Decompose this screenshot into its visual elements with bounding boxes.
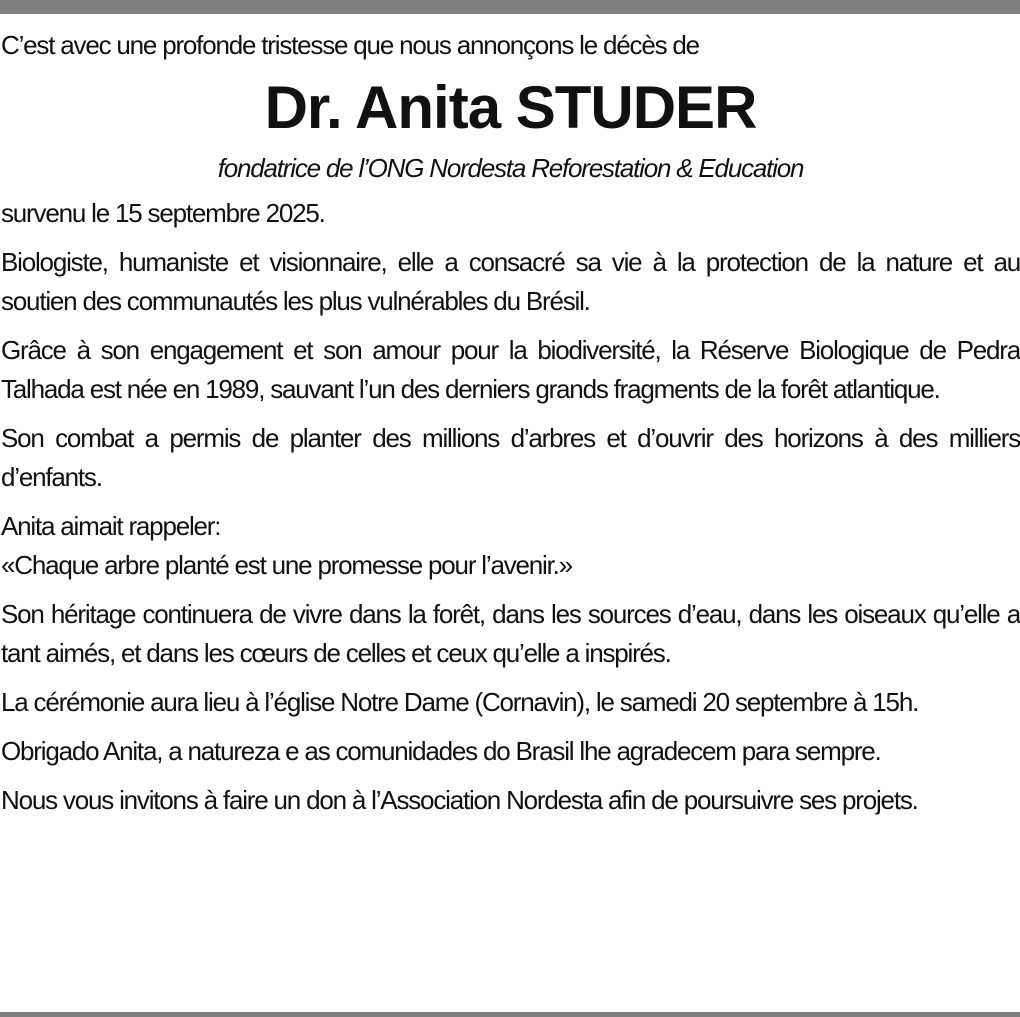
intro-text: C’est avec une profonde tristesse que nous annonçons le décès de [1,30,699,60]
deceased-name: Dr. Anita STUDER [264,74,757,141]
paragraph-heritage: Son héritage continuera de vivre dans la forêt, dans les sources d’eau, dans les oiseaux qu’elle a tant aimés, et dans les cœurs de celles et ceux qu’elle a inspirés. [1,599,1020,668]
deceased-subtitle: fondatrice de l’ONG Nordesta Reforestation & Education [217,153,804,183]
paragraph-donation: Nous vous invitons à faire un don à l’Association Nordesta afin de poursuivre ses projets. [1,785,918,815]
paragraph-biography: Biologiste, humaniste et visionnaire, elle a consacré sa vie à la protection de la nature et au soutien des communautés les plus vulnérables du Brésil. [1,247,1020,316]
bottom-rule [0,1012,1020,1017]
quote-intro: Anita aimait rappeler: [1,511,221,541]
obituary-notice [1,26,1020,820]
paragraph-reserve: Grâce à son engagement et son amour pour la biodiversité, la Réserve Biologique de Pedra Talhada est née en 1989, sauvant l’un des derniers grands fragments de la forêt atlantique. [1,335,1020,404]
quote-text: «Chaque arbre planté est une promesse pour l’avenir.» [1,550,572,580]
paragraph-thanks: Obrigado Anita, a natureza e as comunidades do Brasil lhe agradecem para sempre. [1,736,881,766]
quote-block [1,507,1020,585]
top-rule [0,0,1020,14]
paragraph-combat: Son combat a permis de planter des millions d’arbres et d’ouvrir des horizons à des milliers d’enfants. [1,423,1020,492]
date-line: survenu le 15 septembre 2025. [1,198,325,228]
paragraph-ceremony: La cérémonie aura lieu à l’église Notre Dame (Cornavin), le samedi 20 septembre à 15h. [1,687,919,717]
